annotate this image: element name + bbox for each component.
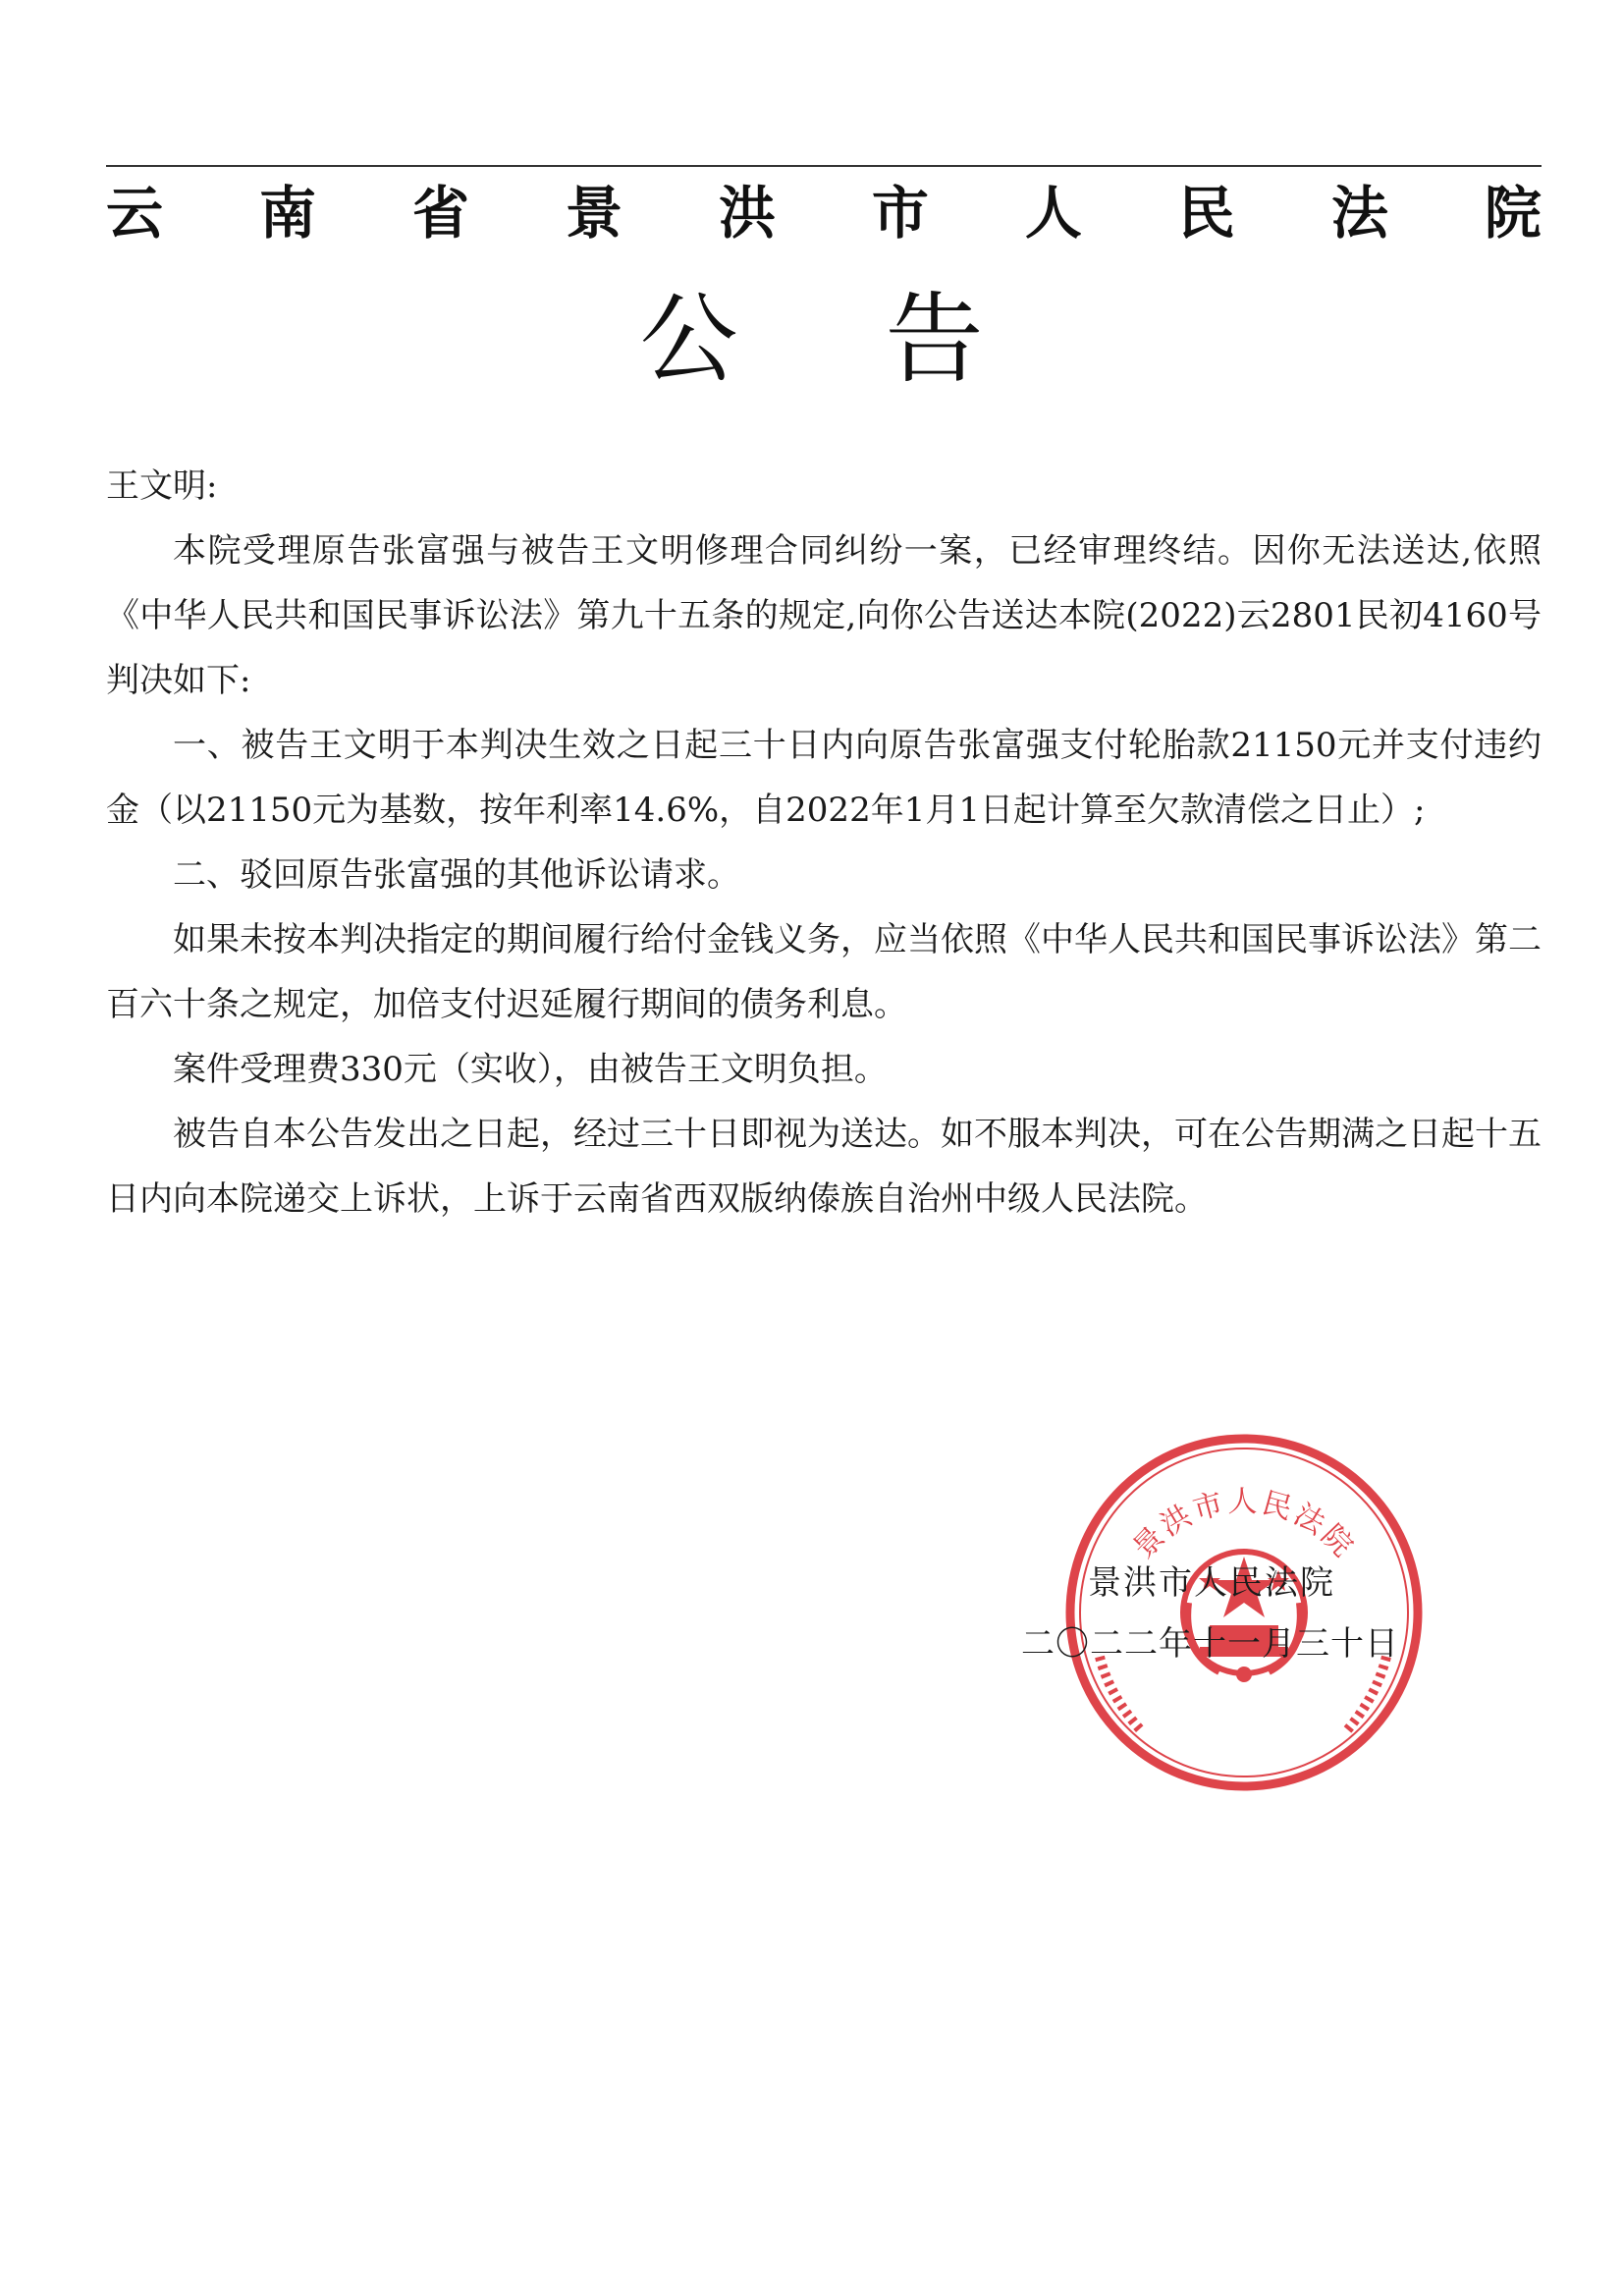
notice-title: 公告 xyxy=(639,282,1131,397)
court-name-char: 法 xyxy=(1330,180,1388,246)
seal-text: 景洪市人民法院 xyxy=(1126,1485,1362,1566)
addressee: 王文明: xyxy=(106,466,218,506)
court-name-char: 院 xyxy=(1484,180,1542,246)
header-rule xyxy=(106,165,1542,167)
paragraph: 二、驳回原告张富强的其他诉讼请求。 xyxy=(173,855,740,895)
court-name-char: 南 xyxy=(258,180,316,246)
paragraph: 本院受理原告张富强与被告王文明修理合同纠纷一案，已经审理终结。因你无法送达,依照《中华人民共和国民事诉讼法》第九十五条的规定,向你公告送达本院(2022)云2801民初4160号判决如下: xyxy=(106,531,1542,700)
court-name-char: 人 xyxy=(1024,180,1082,246)
court-name-char: 景 xyxy=(565,180,622,246)
court-name-char: 洪 xyxy=(718,180,776,246)
court-name-char: 云 xyxy=(106,180,164,246)
paragraph: 一、被告王文明于本判决生效之日起三十日内向原告张富强支付轮胎款21150元并支付违约金（以21150元为基数，按年利率14.6%，自2022年1月1日起计算至欠款清偿之日止）; xyxy=(106,726,1542,830)
notice-body xyxy=(106,454,1542,1231)
court-name-char: 民 xyxy=(1177,180,1235,246)
court-name-char: 省 xyxy=(411,180,469,246)
paragraph: 如果未按本判决指定的期间履行给付金钱义务，应当依照《中华人民共和国民事诉讼法》第二百六十条之规定，加倍支付迟延履行期间的债务利息。 xyxy=(106,920,1542,1024)
signature-court: 景洪市人民法院 xyxy=(1088,1563,1335,1603)
court-name xyxy=(106,169,1542,247)
official-seal xyxy=(1062,1431,1426,1794)
paragraph: 案件受理费330元（实收），由被告王文明负担。 xyxy=(173,1050,888,1089)
signature-date: 二〇二二年十一月三十日 xyxy=(1021,1624,1399,1664)
court-name-char: 市 xyxy=(871,180,929,246)
paragraph: 被告自本公告发出之日起，经过三十日即视为送达。如不服本判决，可在公告期满之日起十五日内向本院递交上诉状，上诉于云南省西双版纳傣族自治州中级人民法院。 xyxy=(106,1115,1542,1219)
